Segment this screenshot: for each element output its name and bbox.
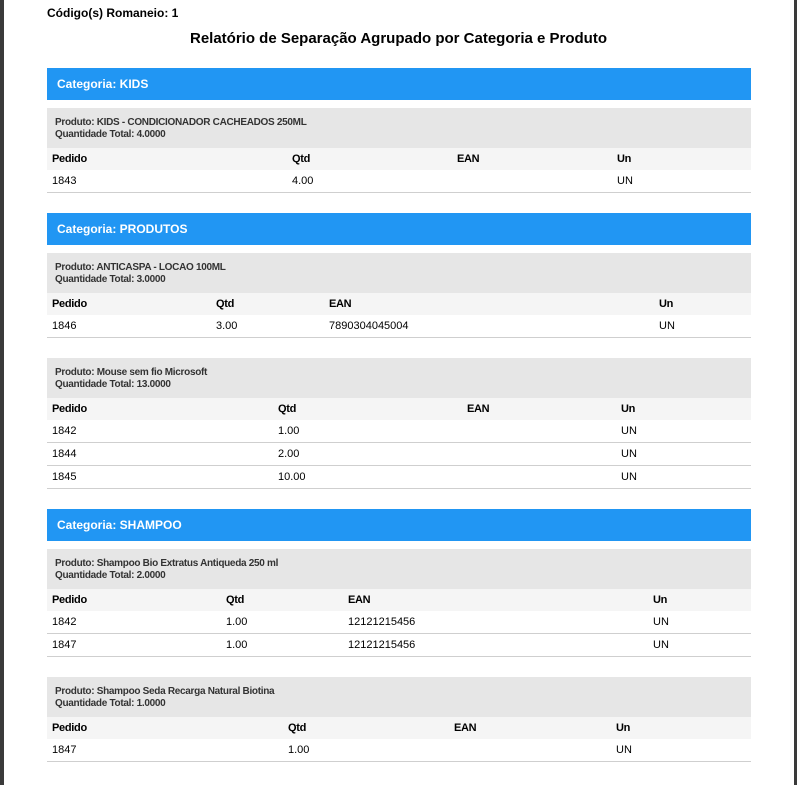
- product-total: Quantidade Total: 1.0000: [55, 698, 166, 709]
- codigo-romaneio: Código(s) Romaneio: 1: [47, 6, 179, 20]
- category-spacer: [47, 245, 751, 253]
- column-header-pedido: Pedido: [47, 589, 221, 611]
- category-spacer: [47, 541, 751, 549]
- order-table: [47, 293, 751, 338]
- category-gap: [47, 193, 751, 213]
- page-title: Relatório de Separação Agrupado por Categoria e Produto: [189, 30, 607, 47]
- cell-qtd: 3.00: [211, 315, 324, 338]
- category-spacer: [47, 100, 751, 108]
- cell-pedido: 1844: [47, 443, 273, 466]
- product-block: [47, 253, 751, 293]
- product-gap: [47, 338, 751, 358]
- order-table: [47, 398, 751, 489]
- cell-pedido: 1847: [47, 634, 221, 657]
- column-header-qtd: Qtd: [287, 148, 452, 170]
- category-gap: [47, 489, 751, 509]
- product-total: Quantidade Total: 4.0000: [55, 129, 166, 140]
- product-block: [47, 108, 751, 148]
- table-header-row: [47, 717, 751, 739]
- column-header-pedido: Pedido: [47, 398, 273, 420]
- table-row: [47, 315, 751, 338]
- product-name: Produto: Shampoo Seda Recarga Natural Biotina: [55, 686, 275, 697]
- cell-ean: 12121215456: [343, 611, 648, 634]
- product-block: [47, 677, 751, 717]
- cell-pedido: 1847: [47, 739, 283, 762]
- product-total: Quantidade Total: 2.0000: [55, 570, 166, 581]
- cell-ean: 12121215456: [343, 634, 648, 657]
- product-name: Produto: Mouse sem fio Microsoft: [55, 367, 208, 378]
- table-row: [47, 739, 751, 762]
- order-table: [47, 717, 751, 762]
- cell-un: UN: [616, 420, 751, 443]
- column-header-un: Un: [654, 293, 751, 315]
- table-header-row: [47, 148, 751, 170]
- cell-un: UN: [648, 611, 751, 634]
- cell-qtd: 2.00: [273, 443, 462, 466]
- cell-ean: [462, 466, 616, 489]
- column-header-un: Un: [612, 148, 751, 170]
- cell-ean: [462, 420, 616, 443]
- column-header-ean: EAN: [324, 293, 654, 315]
- column-header-ean: EAN: [462, 398, 616, 420]
- cell-pedido: 1842: [47, 611, 221, 634]
- cell-ean: 7890304045004: [324, 315, 654, 338]
- column-header-qtd: Qtd: [283, 717, 449, 739]
- product-gap: [47, 657, 751, 677]
- cell-un: UN: [648, 634, 751, 657]
- category-header: Categoria: PRODUTOS: [47, 213, 751, 245]
- column-header-ean: EAN: [449, 717, 611, 739]
- column-header-qtd: Qtd: [273, 398, 462, 420]
- table-row: [47, 634, 751, 657]
- product-total: Quantidade Total: 13.0000: [55, 379, 171, 390]
- order-table: [47, 589, 751, 657]
- cell-pedido: 1846: [47, 315, 211, 338]
- cell-un: UN: [611, 739, 751, 762]
- table-row: [47, 466, 751, 489]
- cell-qtd: 1.00: [283, 739, 449, 762]
- cell-un: UN: [616, 443, 751, 466]
- cell-un: UN: [616, 466, 751, 489]
- column-header-ean: EAN: [343, 589, 648, 611]
- column-header-ean: EAN: [452, 148, 612, 170]
- cell-pedido: 1842: [47, 420, 273, 443]
- column-header-qtd: Qtd: [221, 589, 343, 611]
- report-content: [47, 68, 751, 762]
- cell-qtd: 1.00: [273, 420, 462, 443]
- column-header-un: Un: [611, 717, 751, 739]
- product-name: Produto: ANTICASPA - LOCAO 100ML: [55, 262, 226, 273]
- table-row: [47, 170, 751, 193]
- product-total: Quantidade Total: 3.0000: [55, 274, 166, 285]
- cell-qtd: 10.00: [273, 466, 462, 489]
- table-row: [47, 611, 751, 634]
- cell-ean: [449, 739, 611, 762]
- product-block: [47, 549, 751, 589]
- category-header: Categoria: KIDS: [47, 68, 751, 100]
- cell-qtd: 1.00: [221, 611, 343, 634]
- category-header: Categoria: SHAMPOO: [47, 509, 751, 541]
- cell-qtd: 4.00: [287, 170, 452, 193]
- column-header-qtd: Qtd: [211, 293, 324, 315]
- table-header-row: [47, 293, 751, 315]
- cell-un: UN: [654, 315, 751, 338]
- cell-qtd: 1.00: [221, 634, 343, 657]
- table-header-row: [47, 589, 751, 611]
- cell-pedido: 1843: [47, 170, 287, 193]
- product-block: [47, 358, 751, 398]
- column-header-un: Un: [648, 589, 751, 611]
- cell-un: UN: [612, 170, 751, 193]
- cell-pedido: 1845: [47, 466, 273, 489]
- table-row: [47, 420, 751, 443]
- order-table: [47, 148, 751, 193]
- column-header-pedido: Pedido: [47, 717, 283, 739]
- column-header-pedido: Pedido: [47, 148, 287, 170]
- page-left-edge: [0, 0, 4, 785]
- product-name: Produto: Shampoo Bio Extratus Antiqueda 250 ml: [55, 558, 279, 569]
- product-name: Produto: KIDS - CONDICIONADOR CACHEADOS 250ML: [55, 117, 307, 128]
- table-header-row: [47, 398, 751, 420]
- table-row: [47, 443, 751, 466]
- column-header-pedido: Pedido: [47, 293, 211, 315]
- column-header-un: Un: [616, 398, 751, 420]
- cell-ean: [452, 170, 612, 193]
- cell-ean: [462, 443, 616, 466]
